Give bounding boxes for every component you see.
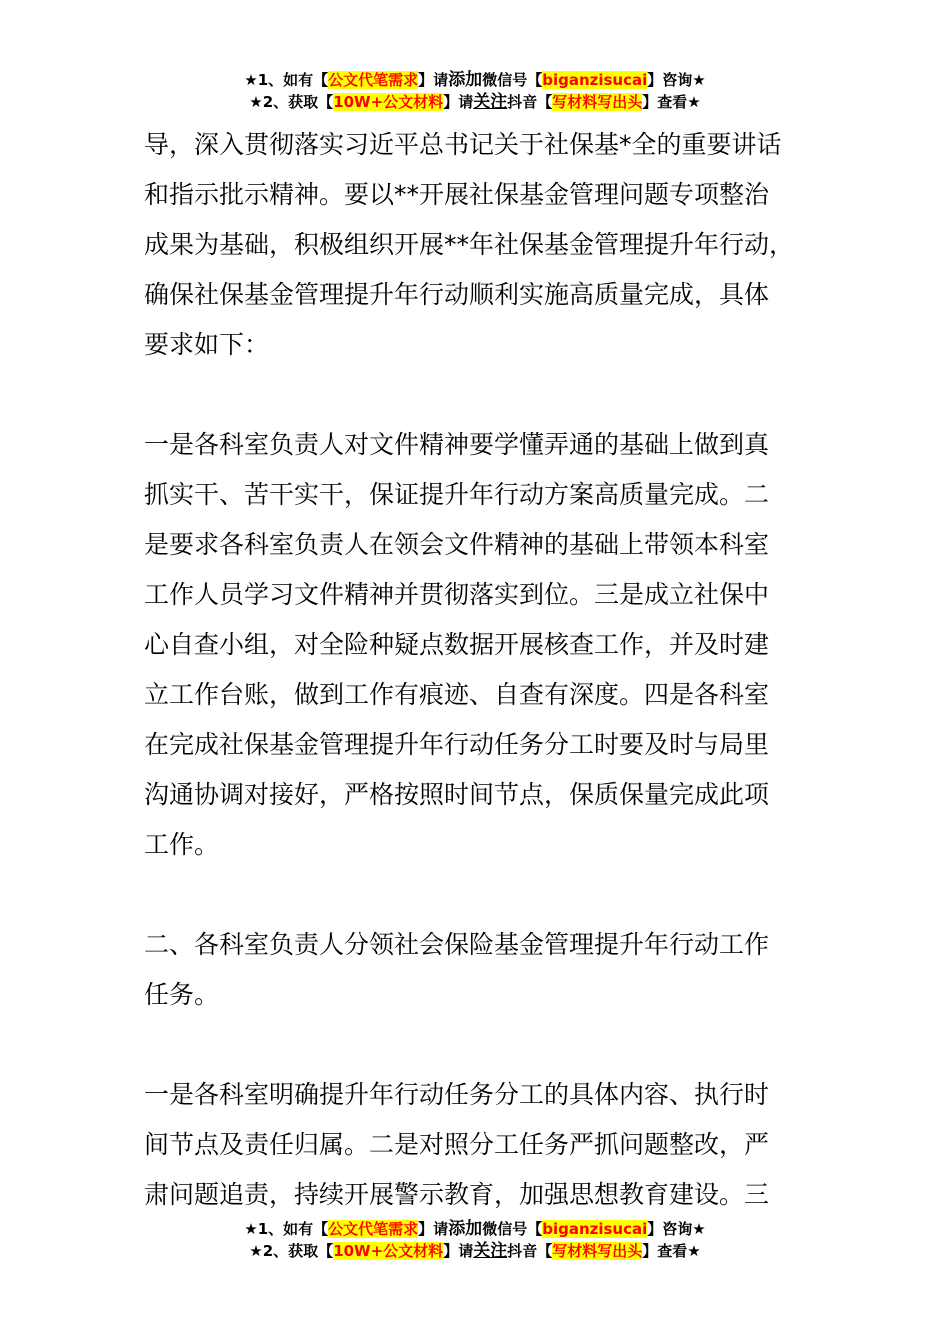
banner-line-1 <box>0 69 950 91</box>
text-line: 工作。 <box>144 830 220 859</box>
text-line: 一是各科室负责人对文件精神要学懂弄通的基础上做到真 <box>144 430 770 459</box>
footer-highlight-service: 公文代笔需求 <box>328 1220 419 1238</box>
footer-line-1-suffix: 】咨询★ <box>647 1220 706 1238</box>
footer-highlight-douyin: 写材料写出头 <box>552 1242 643 1260</box>
paragraph-3 <box>144 1070 834 1220</box>
text-line: 确保社保基金管理提升年行动顺利实施高质量完成，具体 <box>144 280 770 309</box>
text-line: 在完成社保基金管理提升年行动任务分工时要及时与局里 <box>144 730 770 759</box>
heading-line: 二、各科室负责人分领社会保险基金管理提升年行动工作 <box>144 930 770 959</box>
banner-highlight-service: 公文代笔需求 <box>328 71 419 89</box>
footer-line-2-suffix: 】查看★ <box>642 1242 701 1260</box>
text-line: 工作人员学习文件精神并贯彻落实到位。三是成立社保中 <box>144 580 770 609</box>
footer-emphasis-follow: 关注 <box>473 1241 508 1261</box>
text-line: 抓实干、苦干实干，保证提升年行动方案高质量完成。二 <box>144 480 770 509</box>
banner-line-2-mid1: 】请 <box>443 93 474 111</box>
text-line: 导，深入贯彻落实习近平总书记关于社保基*全的重要讲话 <box>144 130 782 159</box>
footer-line-1-mid2: 微信号【 <box>482 1220 543 1238</box>
text-line: 一是各科室明确提升年行动任务分工的具体内容、执行时 <box>144 1080 770 1109</box>
text-line: 心自查小组，对全险种疑点数据开展核查工作，并及时建 <box>144 630 770 659</box>
banner-line-1-prefix: ★1、如有【 <box>244 71 329 89</box>
footer-line-2-mid2: 抖音【 <box>507 1242 553 1260</box>
banner-line-1-mid2: 微信号【 <box>482 71 543 89</box>
heading-line: 任务。 <box>144 980 220 1009</box>
footer-banner <box>0 1218 950 1262</box>
text-line: 间节点及责任归属。二是对照分工任务严抓问题整改，严 <box>144 1130 770 1159</box>
banner-line-1-suffix: 】咨询★ <box>647 71 706 89</box>
paragraph-spacer <box>144 1020 834 1070</box>
text-line: 肃问题追责，持续开展警示教育，加强思想教育建设。三 <box>144 1180 770 1209</box>
header-banner <box>0 69 950 113</box>
footer-banner-line-2 <box>0 1240 950 1262</box>
banner-highlight-douyin: 写材料写出头 <box>552 93 643 111</box>
text-line: 要求如下： <box>144 330 270 359</box>
banner-highlight-materials: 10W+公文材料 <box>333 93 444 111</box>
banner-emphasis-add: 添加 <box>448 70 483 90</box>
banner-line-2-suffix: 】查看★ <box>642 93 701 111</box>
banner-line-2 <box>0 91 950 113</box>
paragraph-spacer <box>144 370 834 420</box>
text-line: 沟通协调对接好，严格按照时间节点，保质保量完成此项 <box>144 780 770 809</box>
footer-highlight-materials: 10W+公文材料 <box>333 1242 444 1260</box>
text-line: 成果为基础，积极组织开展**年社保基金管理提升年行动， <box>144 230 795 259</box>
footer-line-2-mid1: 】请 <box>443 1242 474 1260</box>
footer-line-1-prefix: ★1、如有【 <box>244 1220 329 1238</box>
paragraph-spacer <box>144 870 834 920</box>
footer-emphasis-add: 添加 <box>448 1219 483 1239</box>
paragraph-2 <box>144 420 834 870</box>
footer-line-2-prefix: ★2、获取【 <box>249 1242 334 1260</box>
text-line: 和指示批示精神。要以**开展社保基金管理问题专项整治 <box>144 180 770 209</box>
footer-highlight-wechat-id: biganzisucai <box>542 1220 648 1238</box>
banner-line-1-mid1: 】请 <box>418 71 449 89</box>
banner-highlight-wechat-id: biganzisucai <box>542 71 648 89</box>
paragraph-1 <box>144 120 834 370</box>
document-body <box>144 120 834 1220</box>
text-line: 是要求各科室负责人在领会文件精神的基础上带领本科室 <box>144 530 770 559</box>
section-heading-2 <box>144 920 834 1020</box>
banner-line-2-prefix: ★2、获取【 <box>249 93 334 111</box>
banner-emphasis-follow: 关注 <box>473 92 508 112</box>
banner-line-2-mid2: 抖音【 <box>507 93 553 111</box>
text-line: 立工作台账，做到工作有痕迹、自查有深度。四是各科室 <box>144 680 770 709</box>
footer-line-1-mid1: 】请 <box>418 1220 449 1238</box>
footer-banner-line-1 <box>0 1218 950 1240</box>
